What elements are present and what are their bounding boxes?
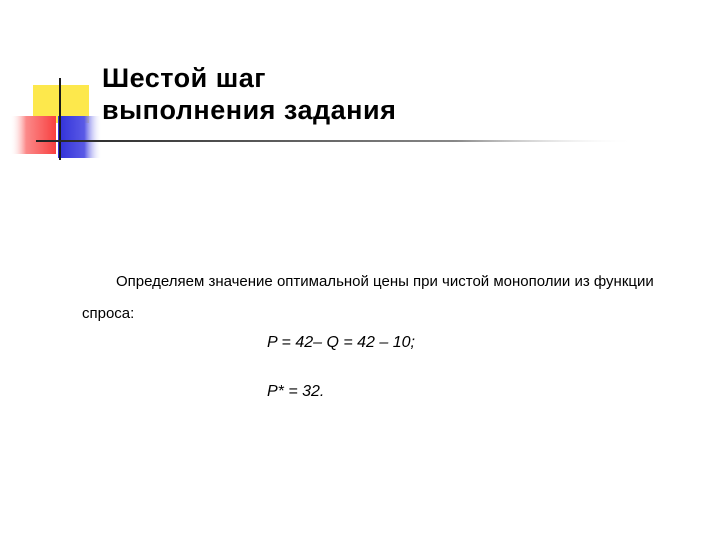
formula-price: P = 42– Q = 42 – 10; [267,334,415,351]
slide-title [102,62,662,126]
title-line-2: выполнения задания [102,95,397,125]
body-paragraph: Определяем значение оптимальной цены при чистой монополии из функции спроса: [82,273,654,322]
title-line-1: Шестой шаг [102,63,267,93]
formula-result: P* = 32. [267,383,325,400]
